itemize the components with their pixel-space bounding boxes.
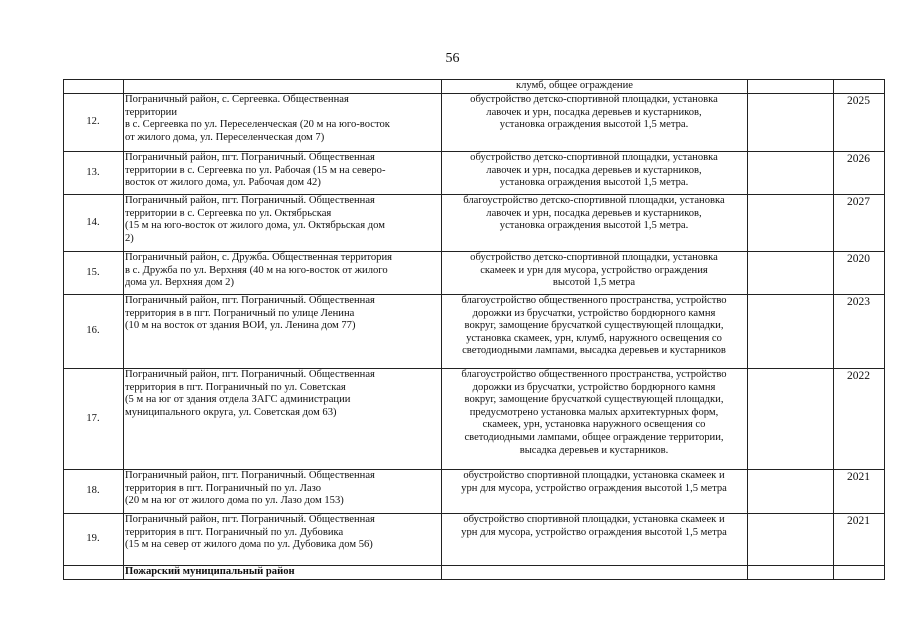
empty-cell xyxy=(748,470,834,514)
works-cell xyxy=(442,252,748,295)
row-number: 12. xyxy=(64,94,124,152)
location-cell xyxy=(124,152,442,195)
location-line: Пограничный район, пгт. Пограничный. Общественная xyxy=(125,369,375,380)
empty-cell xyxy=(748,252,834,295)
works-line: лавочек и урн, посадка деревьев и кустарников, xyxy=(486,106,702,118)
year-cell xyxy=(834,566,885,580)
location-cell xyxy=(124,514,442,566)
location-line: (15 м на север от жилого дома по ул. Дубовика дом 56) xyxy=(125,539,373,551)
location-line: Пограничный район, пгт. Пограничный. Общественная xyxy=(125,470,375,481)
location-line: дома ул. Верхняя дом 2) xyxy=(125,277,234,289)
works-cell xyxy=(442,195,748,252)
location-line: муниципального округа, ул. Советская дом 63) xyxy=(125,406,337,418)
continuation-text: клумб, общее ограждение xyxy=(516,80,633,91)
program-table xyxy=(63,79,885,580)
continuation-row xyxy=(64,80,885,94)
num-cell xyxy=(64,80,124,94)
location-line: (15 м на юго-восток от жилого дома, ул. Октябрьская дом xyxy=(125,220,385,232)
works-line: скамеек и урн для мусора, устройство ограждения xyxy=(480,264,708,276)
works-cell xyxy=(442,369,748,470)
works-line: благоустройство детско-спортивной площадки, установка xyxy=(463,195,725,206)
empty-cell xyxy=(748,80,834,94)
section-row xyxy=(64,566,885,580)
location-line: территория в пгт. Пограничный по ул. Лазо xyxy=(125,482,322,494)
section-title-cell xyxy=(124,566,442,580)
location-line: территории в с. Сергеевка по ул. Рабочая (15 м на северо- xyxy=(125,164,386,176)
empty-cell xyxy=(748,152,834,195)
location-line: Пограничный район, пгт. Пограничный. Общественная xyxy=(125,514,375,525)
location-line: территория в пгт. Пограничный по ул. Советская xyxy=(125,381,346,393)
works-line: установка ограждения высотой 1,5 метра. xyxy=(499,177,689,189)
year-cell: 2022 xyxy=(834,369,885,470)
works-line: обустройство детско-спортивной площадки, установка xyxy=(470,252,718,263)
location-line: Пограничный район, с. Дружба. Общественная территория xyxy=(125,252,393,263)
num-cell xyxy=(64,566,124,580)
empty-cell xyxy=(748,195,834,252)
row-number: 16. xyxy=(64,295,124,369)
location-line: территория в в пгт. Пограничный по улице Ленина xyxy=(125,307,355,319)
works-cell xyxy=(442,295,748,369)
works-line: вокруг, замощение брусчаткой существующей площадки, xyxy=(464,320,724,332)
row-number: 15. xyxy=(64,252,124,295)
location-cell xyxy=(124,470,442,514)
empty-cell xyxy=(748,566,834,580)
location-line: территории xyxy=(125,106,178,118)
table-row xyxy=(64,195,885,252)
works-line: установка ограждения высотой 1,5 метра. xyxy=(499,119,689,131)
table-row xyxy=(64,470,885,514)
section-title: Пожарский муниципальный район xyxy=(125,566,295,577)
location-line: Пограничный район, пгт. Пограничный. Общественная xyxy=(125,195,375,206)
works-line: дорожки из брусчатки, устройство бордюрного камня xyxy=(472,307,716,319)
location-line: 2) xyxy=(125,232,134,244)
year-cell: 2025 xyxy=(834,94,885,152)
table-row xyxy=(64,369,885,470)
row-number: 17. xyxy=(64,369,124,470)
empty-cell xyxy=(748,369,834,470)
year-cell: 2026 xyxy=(834,152,885,195)
row-number: 14. xyxy=(64,195,124,252)
location-line: от жилого дома, ул. Переселенческая дом 7) xyxy=(125,131,325,143)
works-line: урн для мусора, устройство ограждения высотой 1,5 метра xyxy=(461,482,727,494)
works-cell xyxy=(442,152,748,195)
works-line: обустройство спортивной площадки, установка скамеек и xyxy=(463,514,725,525)
location-line: Пограничный район, с. Сергеевка. Общественная xyxy=(125,94,349,105)
location-line: в с. Дружба по ул. Верхняя (40 м на юго-восток от жилого xyxy=(125,264,388,276)
works-line: вокруг, замощение брусчаткой существующей площадки, xyxy=(464,394,724,406)
table-row xyxy=(64,252,885,295)
works-line: благоустройство общественного пространства, устройство xyxy=(461,295,727,306)
location-line: территория в пгт. Пограничный по ул. Дубовика xyxy=(125,526,344,538)
location-line: Пограничный район, пгт. Пограничный. Общественная xyxy=(125,152,375,163)
table-row xyxy=(64,514,885,566)
page-number: 56 xyxy=(445,51,460,66)
row-number: 13. xyxy=(64,152,124,195)
works-line: светодиодными лампами, общее ограждение территории, xyxy=(464,431,724,443)
works-line: предусмотрено установка малых архитектурных форм, xyxy=(469,406,719,418)
works-cell xyxy=(442,94,748,152)
works-cell xyxy=(442,470,748,514)
row-number: 18. xyxy=(64,470,124,514)
table-row xyxy=(64,152,885,195)
location-line: территории в с. Сергеевка по ул. Октябрьская xyxy=(125,207,332,219)
works-line: светодиодными лампами, высадка деревьев и кустарников xyxy=(462,345,726,357)
location-line: (5 м на юг от здания отдела ЗАГС администрации xyxy=(125,394,351,406)
location-cell xyxy=(124,369,442,470)
location-cell xyxy=(124,94,442,152)
location-line: в с. Сергеевка по ул. Переселенческая (20 м на юго-восток xyxy=(125,119,390,131)
location-cell xyxy=(124,195,442,252)
year-cell: 2023 xyxy=(834,295,885,369)
location-cell xyxy=(124,80,442,94)
table-row xyxy=(64,295,885,369)
location-cell xyxy=(124,252,442,295)
works-line: урн для мусора, устройство ограждения высотой 1,5 метра xyxy=(461,526,727,538)
row-number: 19. xyxy=(64,514,124,566)
location-line: (10 м на восток от здания ВОИ, ул. Ленина дом 77) xyxy=(125,320,356,332)
empty-cell xyxy=(748,94,834,152)
empty-cell xyxy=(748,514,834,566)
works-line: обустройство детско-спортивной площадки, установка xyxy=(470,94,718,105)
year-cell xyxy=(834,80,885,94)
works-line: обустройство детско-спортивной площадки, установка xyxy=(470,152,718,163)
year-cell: 2021 xyxy=(834,514,885,566)
works-line: обустройство спортивной площадки, установка скамеек и xyxy=(463,470,725,481)
works-line: лавочек и урн, посадка деревьев и кустарников, xyxy=(486,207,702,219)
works-line: благоустройство общественного пространства, устройство xyxy=(461,369,727,380)
year-cell: 2027 xyxy=(834,195,885,252)
works-line: высадка деревьев и кустарников. xyxy=(519,444,669,456)
works-line: высотой 1,5 метра xyxy=(552,277,636,289)
year-cell: 2020 xyxy=(834,252,885,295)
year-cell: 2021 xyxy=(834,470,885,514)
works-line: установка скамеек, урн, клумб, наружного освещения со xyxy=(466,332,722,344)
works-line: скамеек, урн, установка наружного освещения со xyxy=(482,419,706,431)
location-line: (20 м на юг от жилого дома по ул. Лазо дом 153) xyxy=(125,495,344,507)
works-cell xyxy=(442,566,748,580)
works-line: установка ограждения высотой 1,5 метра. xyxy=(499,220,689,232)
works-cell xyxy=(442,80,748,94)
location-line: Пограничный район, пгт. Пограничный. Общественная xyxy=(125,295,375,306)
works-line: дорожки из брусчатки, устройство бордюрного камня xyxy=(472,381,716,393)
location-cell xyxy=(124,295,442,369)
table-row xyxy=(64,94,885,152)
works-cell xyxy=(442,514,748,566)
empty-cell xyxy=(748,295,834,369)
location-line: восток от жилого дома, ул. Рабочая дом 42) xyxy=(125,177,321,189)
works-line: лавочек и урн, посадка деревьев и кустарников, xyxy=(486,164,702,176)
